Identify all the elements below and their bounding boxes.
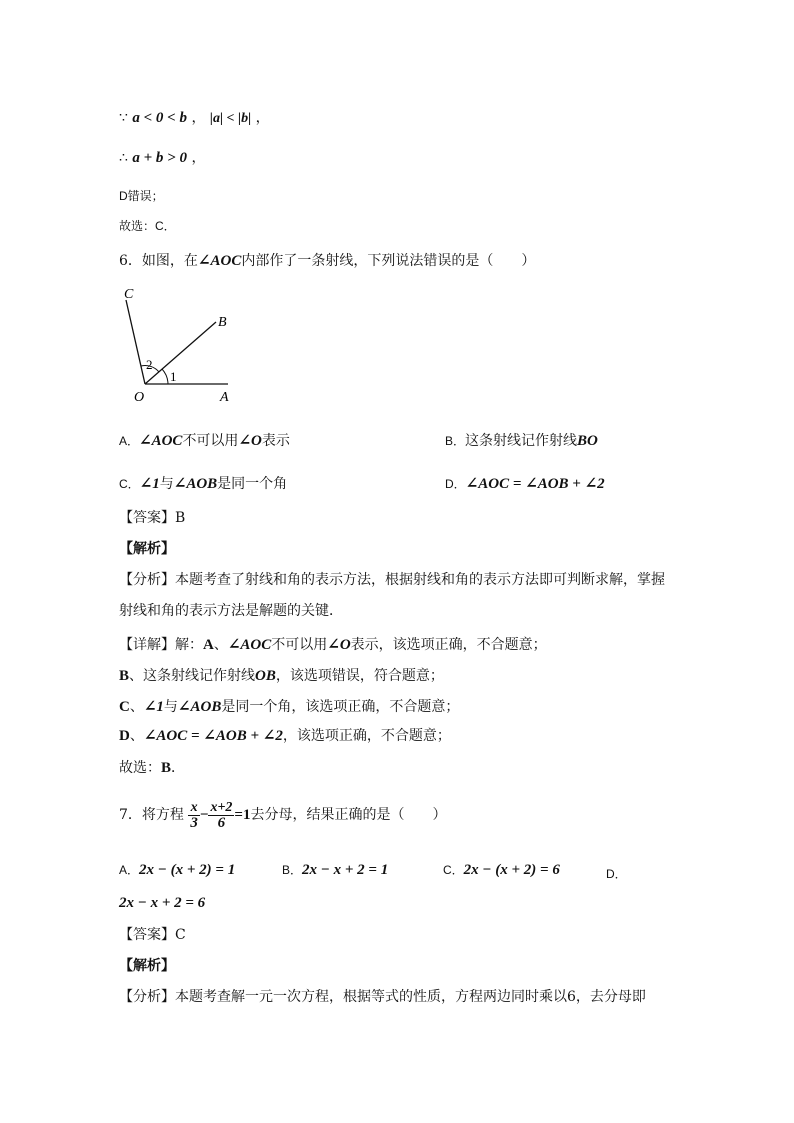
math-sum-inequality: a + b > 0: [132, 150, 187, 166]
q6-detail-c: C、∠1与∠AOB是同一个角，该选项正确，不合题意；: [119, 699, 460, 715]
q7-option-a: A．2x − (x + 2) = 1: [119, 862, 236, 878]
therefore-symbol: ∴: [119, 150, 128, 166]
label-o: O: [134, 390, 145, 405]
label-c: C: [124, 287, 134, 302]
comma: ，: [191, 150, 206, 166]
ray-ob: [145, 322, 216, 384]
q7-option-d-expression: 2x − x + 2 = 6: [119, 895, 206, 911]
q6-detail-d: D、∠AOC = ∠AOB + ∠2，该选项正确，不合题意；: [119, 728, 451, 744]
comma: ，: [191, 110, 206, 126]
fraction-x-over-3: $\frac{x}{3}$: [190, 799, 198, 831]
math-inequality: a < 0 < b: [132, 110, 187, 126]
q6-analysis-heading: 【解析】: [119, 541, 175, 557]
fraction-x2-over-6: $\frac{x+2}{6}$: [210, 799, 233, 831]
because-symbol: ∵: [119, 110, 128, 126]
line-given-condition: [119, 108, 270, 129]
ray-oc: [126, 300, 145, 384]
q6-analysis-line2: 射线和角的表示方法是解题的关键．: [119, 603, 343, 619]
q6-analysis-line1: 【分析】本题考查了射线和角的表示方法，根据射线和角的表示方法即可判断求解，掌握: [119, 572, 665, 588]
comma: ，: [255, 110, 270, 126]
q6-option-b: B．这条射线记作射线BO: [445, 433, 598, 449]
q7-option-d-letter: D．: [606, 867, 627, 881]
line-d-wrong: D错误；: [119, 189, 164, 203]
q6-detail-a: 【详解】解：A、∠AOC不可以用∠O表示，该选项正确，不合题意；: [119, 637, 547, 653]
arc-angle-1: [162, 369, 168, 384]
q6-option-c: C．∠1与∠AOB是同一个角: [119, 476, 288, 492]
label-a: A: [220, 390, 229, 405]
label-1: 1: [170, 369, 177, 384]
q7-answer: 【答案】C: [119, 927, 186, 943]
q7-option-b: B．2x − x + 2 = 1: [282, 862, 389, 878]
label-b: B: [218, 315, 227, 330]
q6-choose: 故选：B．: [119, 760, 186, 776]
line-conclusion: [119, 148, 205, 168]
q7-stem: 7．将方程 $\frac{x}{3}$ − $\frac{x+2}{6}$ =1去分母，结果正确的是（ ）: [119, 799, 447, 831]
q6-option-d: D．∠AOC = ∠AOB + ∠2: [445, 476, 605, 492]
q6-answer: 【答案】B: [119, 510, 186, 526]
line-choose-c: 故选：C．: [119, 219, 176, 233]
q6-detail-b: B、这条射线记作射线OB，该选项错误，符合题意；: [119, 668, 444, 684]
math-abs-inequality: |a| < |b|: [209, 111, 252, 126]
label-2: 2: [146, 357, 153, 372]
q7-option-c: C．2x − (x + 2) = 6: [443, 862, 560, 878]
q7-analysis-heading: 【解析】: [119, 958, 175, 974]
q7-analysis-line1: 【分析】本题考查解一元一次方程，根据等式的性质，方程两边同时乘以6，去分母即: [119, 989, 646, 1005]
q6-option-a: A．∠AOC不可以用∠O表示: [119, 433, 290, 449]
q6-stem: 6．如图，在∠AOC内部作了一条射线，下列说法错误的是（ ）: [119, 253, 536, 269]
q6-angle-figure: [110, 280, 245, 405]
